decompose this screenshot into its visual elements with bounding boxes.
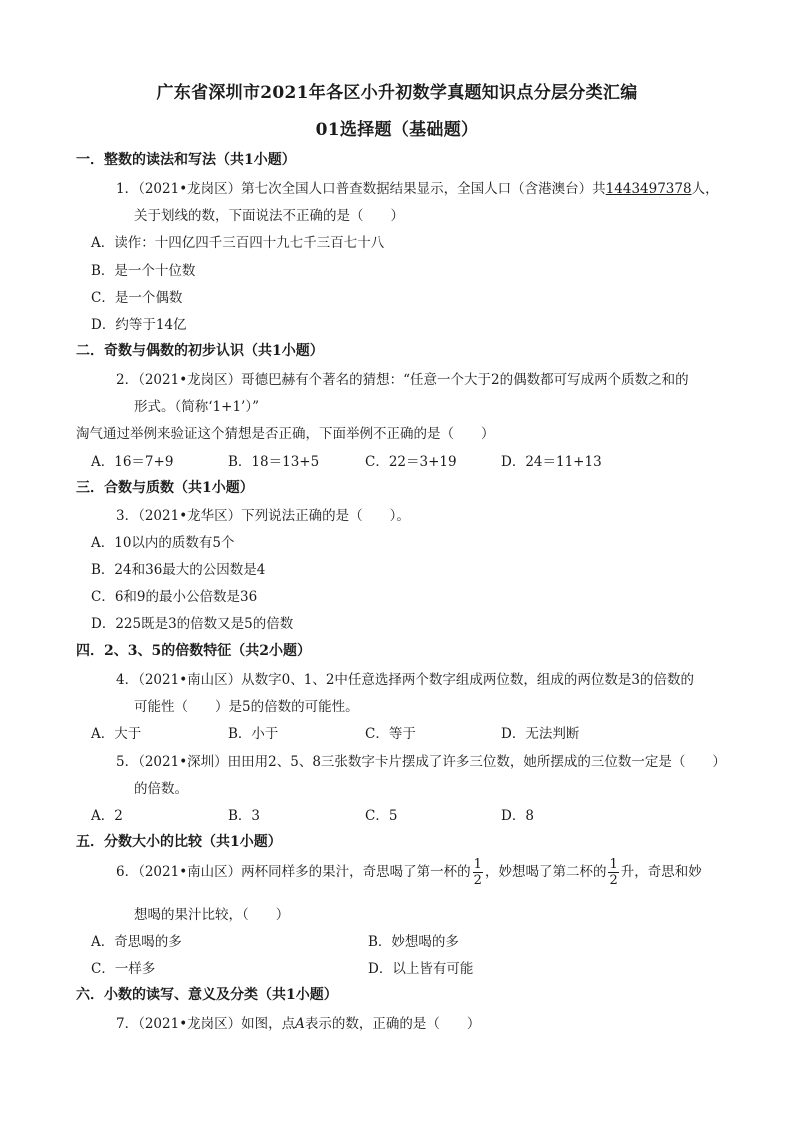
q5-option-b: B．3 [228, 808, 261, 824]
fraction-one-half [473, 858, 483, 887]
question-6-line-2: 想喝的果汁比较，（ ） [134, 907, 290, 923]
q3-option-d: D．225既是3的倍数又是5的倍数 [91, 616, 294, 632]
q4-option-a: A．大于 [91, 726, 142, 742]
q4-option-d: D．无法判断 [501, 726, 580, 742]
fraction-numerator: 1 [609, 857, 618, 872]
q4-option-c: C．等于 [365, 726, 416, 742]
fraction-denominator: 2 [473, 873, 482, 888]
question-6-text-c: 升，奇思和妙 [620, 864, 702, 880]
question-5-line-2: 的倍数。 [134, 781, 188, 797]
section-heading-3: 三．合数与质数（共1小题） [76, 480, 254, 496]
question-3-line-1: 3．（2021•龙华区）下列说法正确的是（ ）。 [116, 508, 410, 524]
q3-option-c: C．6和9的最小公倍数是36 [91, 589, 258, 605]
question-1-line-2: 关于划线的数，下面说法不正确的是（ ） [134, 208, 404, 224]
q1-option-d: D．约等于14亿 [91, 317, 187, 333]
q2-option-d: D．24＝11+13 [501, 454, 602, 470]
q1-option-a: A．读作：十四亿四千三百四十九七千三百七十八 [91, 235, 385, 251]
q1-option-b: B．是一个十位数 [91, 263, 196, 279]
q4-option-b: B．小于 [228, 726, 279, 742]
q5-option-c: C．5 [365, 808, 398, 824]
q3-option-b: B．24和36最大的公因数是4 [91, 562, 266, 578]
q6-option-d: D．以上皆有可能 [368, 961, 474, 977]
question-6-text-a: 6．（2021•南山区）两杯同样多的果汁，奇思喝了第一杯的 [116, 864, 471, 880]
q3-option-a: A．10以内的质数有5个 [91, 535, 235, 551]
document-subtitle: 01选择题（基础题） [315, 120, 479, 140]
question-6-text-b: ，妙想喝了第二杯的 [484, 864, 607, 880]
section-heading-6: 六．小数的读写、意义及分类（共1小题） [76, 987, 338, 1003]
q6-option-c: C．一样多 [91, 961, 156, 977]
underlined-number: 1443497378 [605, 181, 692, 197]
question-2-line-3: 淘气通过举例来验证这个猜想是否正确，下面举例不正确的是（ ） [76, 426, 495, 442]
question-4-line-1: 4．（2021•南山区）从数字0、1、2中任意选择两个数字组成两位数，组成的两位数是3的倍数的 [116, 672, 695, 688]
question-1-suffix: 人， [691, 181, 719, 197]
section-heading-2: 二．奇数与偶数的初步认识（共1小题） [76, 343, 324, 359]
question-5-line-1: 5．（2021•深圳）田田用2、5、8三张数字卡片摆成了许多三位数，她所摆成的三位数一定是（ ） [116, 754, 726, 770]
q2-option-c: C．22＝3+19 [365, 454, 457, 470]
section-heading-5: 五．分数大小的比较（共1小题） [76, 834, 282, 850]
document-title: 广东省深圳市2021年各区小升初数学真题知识点分层分类汇编 [156, 83, 638, 103]
q6-option-b: B．妙想喝的多 [368, 934, 459, 950]
question-2-line-2: 形式。（简称‘1+1’）” [134, 399, 259, 415]
q2-option-a: A．16＝7+9 [91, 454, 174, 470]
question-2-line-1: 2．（2021•龙岗区）哥德巴赫有个著名的猜想：“任意一个大于2的偶数都可写成两个质数之和的 [116, 372, 689, 388]
section-heading-1: 一．整数的读法和写法（共1小题） [76, 152, 296, 168]
q6-option-a: A．奇思喝的多 [91, 934, 182, 950]
fraction-numerator: 1 [473, 857, 482, 872]
section-heading-4: 四．2、3、5的倍数特征（共2小题） [76, 643, 311, 659]
fraction-one-half [608, 858, 618, 887]
question-7-line-1 [116, 1012, 480, 1032]
q5-option-a: A．2 [91, 808, 123, 824]
question-7-text-b: 表示的数，正确的是（ ） [304, 1016, 481, 1032]
question-4-line-2: 可能性（ ）是5的倍数的可能性。 [134, 699, 359, 715]
question-6-line-1 [116, 858, 702, 887]
q1-option-c: C．是一个偶数 [91, 290, 183, 306]
q2-option-b: B．18＝13+5 [228, 454, 320, 470]
question-1-line-1 [116, 177, 719, 197]
q5-option-d: D．8 [501, 808, 534, 824]
point-label: A [295, 1016, 305, 1032]
question-1-text: 1．（2021•龙岗区）第七次全国人口普查数据结果显示，全国人口（含港澳台）共 [116, 181, 606, 197]
fraction-denominator: 2 [609, 873, 618, 888]
question-7-text-a: 7．（2021•龙岗区）如图，点 [116, 1016, 296, 1032]
